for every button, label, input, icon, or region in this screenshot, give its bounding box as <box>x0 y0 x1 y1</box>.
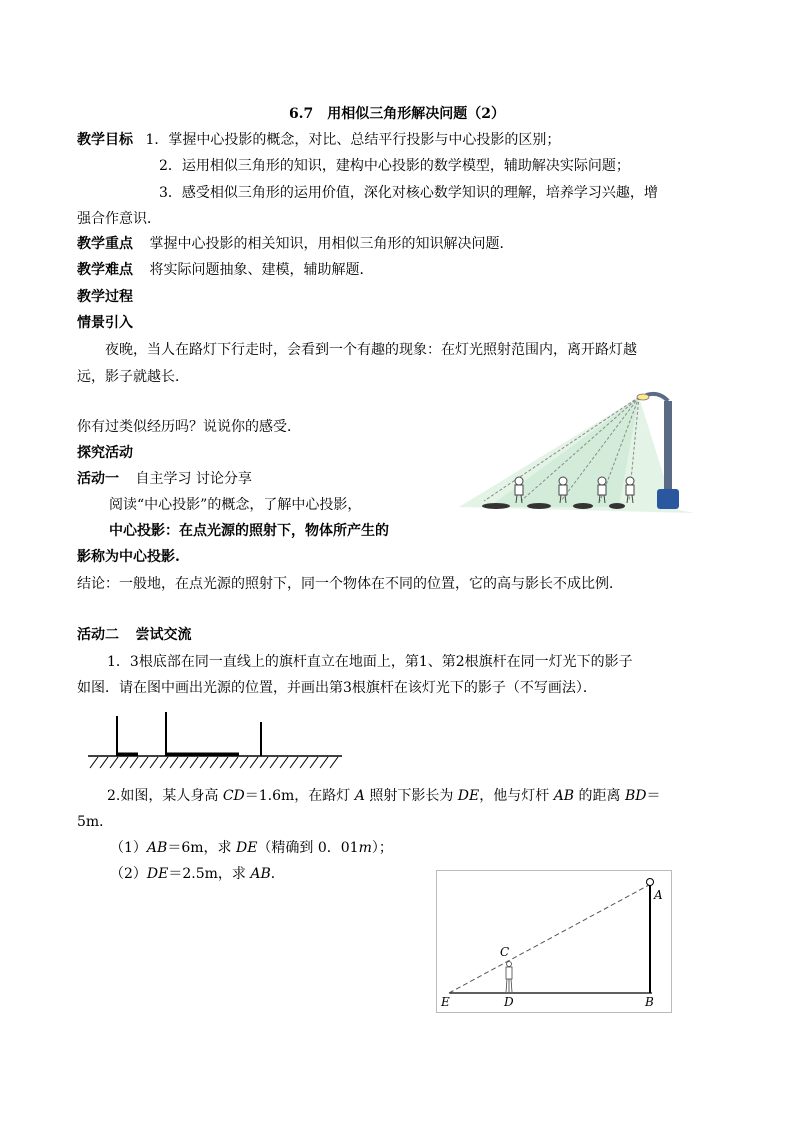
key-point-text: 掌握中心投影的相关知识，用相似三角形的知识解决问题． <box>149 236 514 252</box>
explore-heading: 探究活动 <box>77 445 133 461</box>
geometry-figure <box>436 870 672 1013</box>
definition-line-1: 中心投影：在点光源的照射下，物体所产生的 <box>109 523 389 539</box>
geometry-svg <box>437 871 671 1012</box>
goal-item-2: 2．运用相似三角形的知识，建构中心投影的数学模型，辅助解决实际问题； <box>159 158 630 174</box>
q2-sub-1: （1）AB＝6m，求 DE（精确到 0．01m）； <box>110 840 393 856</box>
key-point-line <box>77 235 513 253</box>
street-lamp-illustration <box>459 389 694 513</box>
goal-item-3-cont: 强合作意识． <box>77 211 161 227</box>
activity2-subtitle: 尝试交流 <box>135 627 192 643</box>
activity2-line <box>77 626 191 644</box>
label-C: C <box>500 945 510 959</box>
conclusion: 结论：一般地，在点光源的照射下，同一个物体在不同的位置，它的高与影长不成比例． <box>77 576 623 592</box>
q1-line-1: 1．3根底部在同一直线上的旗杆直立在地面上，第1、第2根旗杆在同一灯光下的影子 <box>107 654 633 670</box>
activity1-line <box>77 470 252 488</box>
goal-item-1: 1．掌握中心投影的概念，对比、总结平行投影与中心投影的区别； <box>145 132 561 148</box>
flagpole-figure <box>88 712 344 772</box>
intro-heading: 情景引入 <box>77 315 133 331</box>
activity1-subtitle: 自主学习 讨论分享 <box>135 471 252 487</box>
definition-line-2: 影称为中心投影. <box>77 549 180 565</box>
activity2-label: 活动二 <box>77 627 119 643</box>
q2-line-1: 2.如图，某人身高 CD＝1.6m，在路灯 A 照射下影长为 DE，他与灯杆 AB 的距离 BD＝ <box>107 788 661 804</box>
intro-question: 你有过类似经历吗？说说你的感受． <box>77 419 301 435</box>
key-point-label: 教学重点 <box>77 236 133 252</box>
process-heading: 教学过程 <box>77 289 133 305</box>
intro-line-1: 夜晚，当人在路灯下行走时，会看到一个有趣的现象：在灯光照射范围内，离开路灯越 <box>105 342 637 358</box>
difficulty-label: 教学难点 <box>77 262 133 278</box>
label-A: A <box>654 888 663 902</box>
difficulty-line <box>77 261 373 279</box>
q2-line-2: 5m． <box>77 814 114 830</box>
label-E: E <box>441 995 450 1009</box>
goals-label: 教学目标 <box>77 132 133 148</box>
activity1-label: 活动一 <box>77 471 119 487</box>
read-line: 阅读“中心投影”的概念，了解中心投影， <box>109 497 362 513</box>
difficulty-text: 将实际问题抽象、建模，辅助解题． <box>149 262 374 278</box>
intro-line-2: 远，影子就越长． <box>77 369 189 385</box>
goal-line-1 <box>77 131 560 149</box>
label-B: B <box>645 995 654 1009</box>
label-D: D <box>504 995 514 1009</box>
q2-sub-2: （2）DE＝2.5m，求 AB． <box>110 866 285 882</box>
goal-item-3: 3．感受相似三角形的运用价值，深化对核心数学知识的理解，培养学习兴趣，增 <box>159 185 658 201</box>
page-title: 6.7 用相似三角形解决问题（2） <box>288 106 506 122</box>
q1-line-2: 如图．请在图中画出光源的位置，并画出第3根旗杆在该灯光下的影子（不写画法）． <box>77 680 597 696</box>
